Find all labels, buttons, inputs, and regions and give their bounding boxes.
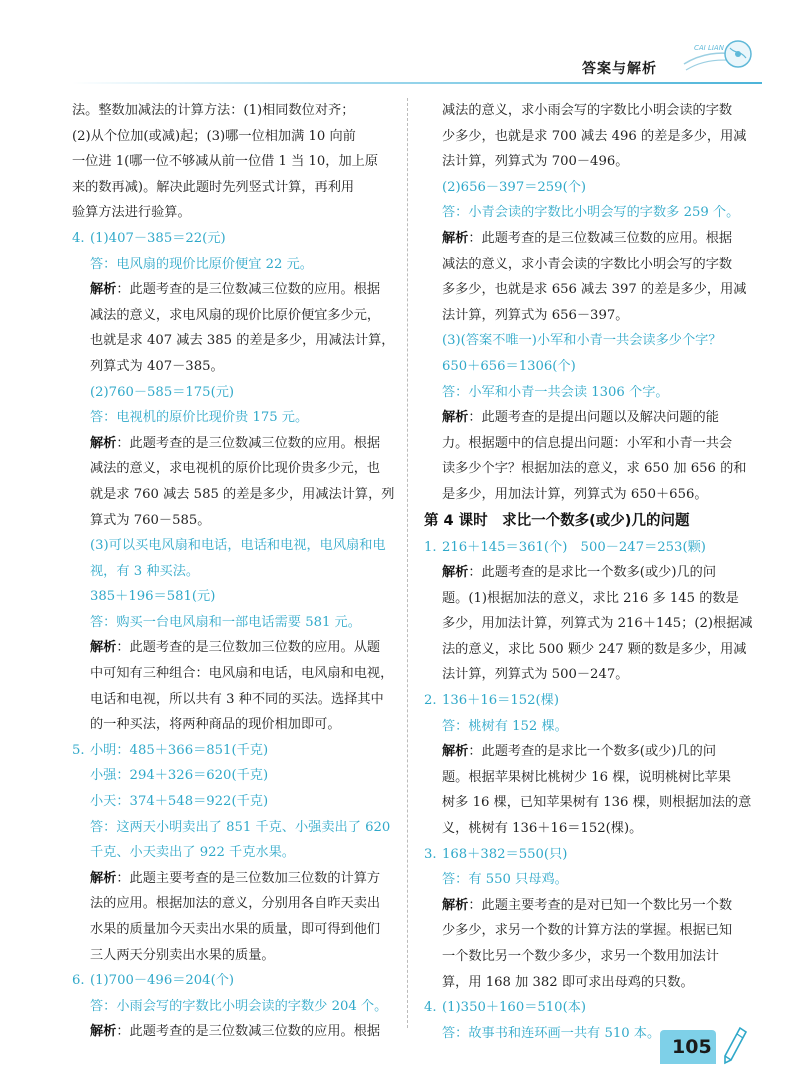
- line-text: (3)(答案不唯一)小军和小青一共会读多少个字？: [442, 333, 722, 349]
- line-text: ：此题考查的是求比一个数多(或少)几的问: [468, 744, 717, 760]
- text-line: [424, 98, 754, 124]
- text-line: [424, 637, 754, 663]
- answer-line: [424, 867, 754, 893]
- column-divider: [407, 98, 408, 1028]
- line-text: 电话和电视，所以共有 3 种不同的买法。选择其中: [90, 691, 384, 707]
- question-number: 4.: [72, 230, 85, 246]
- line-text: 减法的意义，求电风扇的现价比原价便宜多少元，: [90, 307, 381, 323]
- line-text: 法。整数加减法的计算方法：(1)相同数位对齐；: [72, 103, 355, 118]
- text-line: [424, 918, 754, 944]
- text-line: [424, 124, 754, 150]
- line-text: 答：小雨会写的字数比小明会读的字数少 204 个。: [90, 998, 388, 1014]
- line-text: ：此题主要考查的是对已知一个数比另一个数: [468, 897, 733, 913]
- text-line: [424, 303, 754, 329]
- line-text: (1)407－385＝22(元): [90, 230, 226, 246]
- line-text: ：此题考查的是求比一个数多(或少)几的问: [468, 565, 717, 581]
- line-text: 就是求 760 减去 585 的差是多少，用减法计算，列: [90, 486, 395, 502]
- header-title: 答案与解析: [582, 61, 657, 77]
- text-line: [72, 661, 402, 687]
- line-text: (2)从个位加(或减)起；(3)哪一位相加满 10 向前: [72, 128, 356, 144]
- text-line: [424, 586, 754, 612]
- analysis-line: [72, 431, 402, 457]
- text-line: [424, 456, 754, 482]
- text-line: [72, 891, 402, 917]
- analysis-label: 解析: [90, 870, 117, 886]
- answer-line: [424, 714, 754, 740]
- text-line: [72, 943, 402, 969]
- section-title: 第 4 课时 求比一个数多(或少)几的问题: [424, 512, 690, 529]
- line-text: 减法的意义，求小雨会写的字数比小明会读的字数: [442, 103, 733, 118]
- line-text: 中可知有三种组合：电风扇和电话，电风扇和电视，: [90, 666, 394, 682]
- line-text: 答：电风扇的现价比原价便宜 22 元。: [90, 256, 313, 272]
- text-line: [424, 765, 754, 791]
- line-text: ：此题考查的是三位数减三位数的应用。根据: [116, 282, 381, 298]
- line-text: 少多少，求另一个数的计算方法的掌握。根据已知: [442, 923, 733, 939]
- line-text: ：此题考查的是三位数减三位数的应用。根据: [116, 1024, 381, 1040]
- line-text: ：此题考查的是提出问题以及解决问题的能: [468, 410, 719, 426]
- answer-line: [424, 354, 754, 380]
- text-line: [424, 790, 754, 816]
- line-text: ：此题主要考查的是三位数加三位数的计算方: [116, 870, 381, 886]
- analysis-line: [72, 635, 402, 661]
- line-text: 216＋145＝361(个) 500－247＝253(颗): [442, 539, 706, 555]
- text-line: [424, 252, 754, 278]
- line-text: 法计算，列算式为 656－397。: [442, 307, 629, 323]
- line-text: 读多少个字？根据加法的意义，求 650 加 656 的和: [442, 461, 747, 477]
- line-text: 视，有 3 种买法。: [90, 563, 200, 579]
- analysis-label: 解析: [442, 410, 469, 426]
- text-line: [72, 303, 402, 329]
- question-number: 3.: [424, 846, 437, 862]
- page-header: [0, 0, 800, 90]
- line-text: 来的数再减)。解决此题时先列竖式计算，再利用: [72, 179, 355, 195]
- question-number: 5.: [72, 742, 85, 758]
- text-line: [424, 944, 754, 970]
- line-text: 一个数比另一个数少多少，求另一个数用加法计: [442, 949, 719, 964]
- line-text: 168＋382＝550(只): [442, 846, 568, 862]
- line-text: 三人两天分别卖出水果的质量。: [90, 947, 275, 963]
- line-text: 水果的质量加今天卖出水果的质量，即可得到他们: [90, 922, 381, 937]
- answer-line: [72, 226, 402, 252]
- answer-line: [424, 842, 754, 868]
- question-number: 4.: [424, 1000, 437, 1016]
- line-text: 减法的意义，求电视机的原价比现价贵多少元，也: [90, 461, 381, 477]
- analysis-label: 解析: [90, 1024, 117, 1040]
- analysis-line: [424, 405, 754, 431]
- text-line: [72, 200, 402, 226]
- line-text: 的一种买法，将两种商品的现价相加即可。: [90, 717, 341, 733]
- line-text: 验算方法进行验算。: [72, 205, 191, 221]
- line-text: 小强：294＋326＝620(千克): [90, 768, 269, 784]
- text-line: [424, 611, 754, 637]
- text-line: [72, 98, 402, 124]
- line-text: 千克、小天卖出了 922 千克水果。: [90, 845, 295, 861]
- line-text: 多少，用加法计算，列算式为 216＋145；(2)根据减: [442, 616, 753, 632]
- line-text: ：此题考查的是三位数减三位数的应用。根据: [468, 230, 733, 246]
- text-line: [72, 712, 402, 738]
- cai-lian-logo-icon: [680, 28, 760, 80]
- left-column: [72, 98, 402, 1045]
- line-text: 答：小青会读的字数比小明会写的字数多 259 个。: [442, 205, 740, 221]
- text-line: [72, 917, 402, 943]
- answer-line: [72, 533, 402, 559]
- text-line: [424, 970, 754, 996]
- pencil-icon: [722, 1026, 748, 1066]
- analysis-label: 解析: [442, 744, 469, 760]
- answer-line: [72, 763, 402, 789]
- analysis-line: [424, 739, 754, 765]
- answer-line: [72, 738, 402, 764]
- answer-line: [424, 688, 754, 714]
- answer-line: [424, 328, 754, 354]
- line-text: (1)700－496＝204(个): [90, 973, 235, 989]
- line-text: 少多少，也就是求 700 减去 496 的差是多少，用减: [442, 128, 747, 144]
- line-text: 树多 16 棵，已知苹果树有 136 棵，则根据加法的意: [442, 795, 752, 811]
- line-text: 136＋16＝152(棵): [442, 693, 559, 709]
- text-line: [72, 354, 402, 380]
- text-line: [72, 687, 402, 713]
- text-line: [72, 508, 402, 534]
- line-text: 答：小军和小青一共会读 1306 个字。: [442, 384, 669, 400]
- text-line: [72, 482, 402, 508]
- line-text: 是多少，用加法计算，列算式为 650＋656。: [442, 486, 708, 502]
- text-line: [72, 328, 402, 354]
- line-text: 列算式为 407－385。: [90, 358, 224, 374]
- answer-line: [72, 559, 402, 585]
- right-column: [424, 98, 754, 1046]
- analysis-label: 解析: [442, 897, 469, 913]
- line-text: 题。(1)根据加法的意义，求比 216 多 145 的数是: [442, 590, 739, 606]
- analysis-line: [72, 277, 402, 303]
- answer-line: [72, 994, 402, 1020]
- answer-line: [424, 200, 754, 226]
- line-text: (2)760－585＝175(元): [90, 384, 235, 400]
- line-text: 题。根据苹果树比桃树少 16 棵，说明桃树比苹果: [442, 769, 731, 785]
- header-rule: [72, 82, 762, 84]
- analysis-line: [424, 893, 754, 919]
- text-line: [72, 149, 402, 175]
- analysis-line: [424, 560, 754, 586]
- answer-line: [72, 380, 402, 406]
- analysis-label: 解析: [442, 230, 469, 246]
- text-line: [424, 816, 754, 842]
- line-text: (2)656－397＝259(个): [442, 179, 587, 195]
- line-text: 法的意义，求比 500 颗少 247 颗的数是多少，用减: [442, 641, 747, 657]
- text-line: [72, 175, 402, 201]
- line-text: 多多少，也就是求 656 减去 397 的差是多少，用减: [442, 282, 747, 298]
- line-text: (1)350＋160＝510(本): [442, 1000, 587, 1016]
- analysis-label: 解析: [90, 640, 117, 656]
- answer-line: [72, 968, 402, 994]
- line-text: 答：购买一台电风扇和一部电话需要 581 元。: [90, 614, 361, 630]
- analysis-label: 解析: [442, 565, 469, 581]
- analysis-label: 解析: [90, 282, 117, 298]
- line-text: 法计算，列算式为 700－496。: [442, 154, 629, 170]
- answer-line: [424, 535, 754, 561]
- answer-line: [72, 610, 402, 636]
- answer-line: [424, 995, 754, 1021]
- line-text: 385＋196＝581(元): [90, 589, 216, 605]
- line-text: 法的应用。根据加法的意义，分别用各自昨天卖出: [90, 896, 381, 912]
- answer-line: [424, 175, 754, 201]
- text-line: [424, 482, 754, 508]
- line-text: 答：故事书和连环画一共有 510 本。: [442, 1025, 661, 1041]
- text-line: [424, 149, 754, 175]
- answer-line: [72, 252, 402, 278]
- answer-line: [72, 584, 402, 610]
- line-text: 算，用 168 加 382 即可求出母鸡的只数。: [442, 974, 694, 990]
- line-text: 法计算，列算式为 500－247。: [442, 667, 629, 683]
- answer-line: [72, 815, 402, 841]
- text-line: [424, 662, 754, 688]
- line-text: 650＋656＝1306(个): [442, 358, 576, 374]
- analysis-line: [424, 226, 754, 252]
- line-text: ：此题考查的是三位数加三位数的应用。从题: [116, 640, 381, 656]
- question-number: 1.: [424, 539, 437, 555]
- line-text: ：此题考查的是三位数减三位数的应用。根据: [116, 435, 381, 451]
- analysis-line: [72, 1019, 402, 1045]
- line-text: 小明：485＋366＝851(千克): [90, 742, 269, 758]
- analysis-line: [72, 866, 402, 892]
- line-text: 义，桃树有 136＋16＝152(棵)。: [442, 821, 643, 837]
- line-text: 算式为 760－585。: [90, 512, 211, 528]
- line-text: 答：这两天小明卖出了 851 千克、小强卖出了 620: [90, 819, 391, 835]
- line-text: (3)可以买电风扇和电话，电话和电视，电风扇和电: [90, 538, 386, 554]
- line-text: 减法的意义，求小青会读的字数比小明会写的字数: [442, 256, 733, 272]
- text-line: [424, 431, 754, 457]
- answer-line: [72, 789, 402, 815]
- line-text: 也就是求 407 减去 385 的差是多少，用减法计算，: [90, 333, 395, 349]
- logo-text: CAI LIAN: [694, 44, 724, 52]
- question-number: 6.: [72, 973, 85, 989]
- text-line: [424, 277, 754, 303]
- page-number: 105: [672, 1036, 712, 1058]
- line-text: 答：桃树有 152 棵。: [442, 718, 568, 734]
- line-text: 力。根据题中的信息提出问题：小军和小青一共会: [442, 435, 733, 451]
- text-line: [72, 456, 402, 482]
- line-text: 小天：374＋548＝922(千克): [90, 794, 269, 810]
- text-line: [72, 124, 402, 150]
- line-text: 答：有 550 只母鸡。: [442, 872, 568, 888]
- line-text: 一位进 1(哪一位不够减从前一位借 1 当 10，加上原: [72, 154, 379, 170]
- answer-line: [72, 840, 402, 866]
- answer-line: [72, 405, 402, 431]
- line-text: 答：电视机的原价比现价贵 175 元。: [90, 410, 309, 426]
- analysis-label: 解析: [90, 435, 117, 451]
- question-number: 2.: [424, 693, 437, 709]
- answer-line: [424, 380, 754, 406]
